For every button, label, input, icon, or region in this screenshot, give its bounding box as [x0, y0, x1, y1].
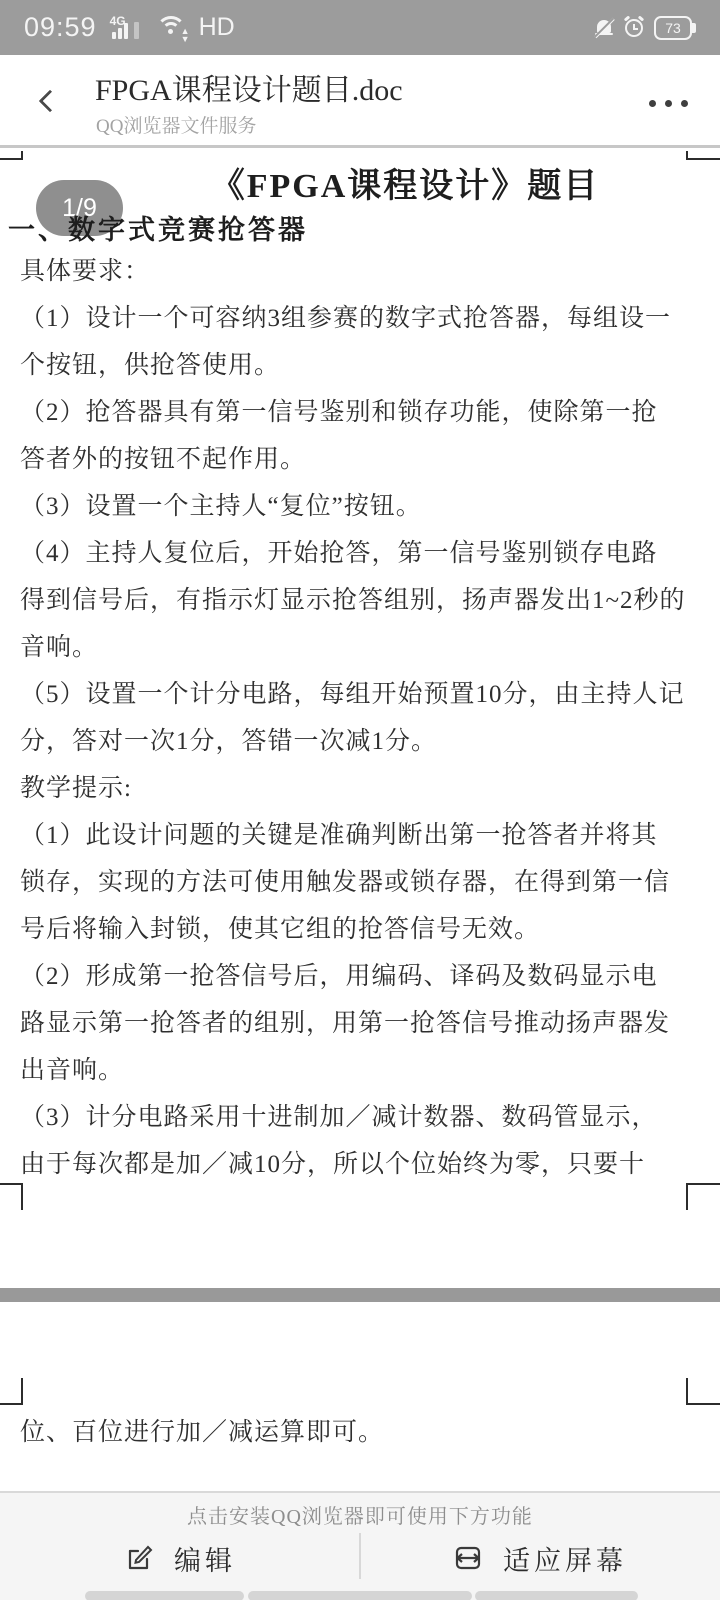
- page1-top-left-crop-mark: [0, 151, 23, 160]
- footer-toolbar: [0, 1491, 720, 1600]
- doc-line: （5）设置一个计分电路，每组开始预置10分，由主持人记: [20, 681, 685, 708]
- wifi-traffic-arrows-icon: ▲ ▼: [180, 25, 190, 44]
- alarm-clock-icon: [623, 17, 645, 39]
- doc-line: （3）计分电路采用十进制加／减计数器、数码管显示，: [20, 1104, 658, 1131]
- footer-buttons-row: [0, 1533, 720, 1583]
- bottom-bars: [0, 1591, 720, 1600]
- sim2-signal-icon: [134, 22, 139, 39]
- clock-time: 09:59: [24, 12, 97, 42]
- page2-top-right-crop-mark: [686, 1378, 720, 1405]
- signal-strength-icon: [109, 14, 139, 39]
- doc-line: 号后将输入封锁，使其它组的抢答信号无效。: [20, 916, 541, 943]
- file-source-subtitle: QQ浏览器文件服务: [96, 116, 257, 137]
- fit-screen-button-label: 适应屏幕: [503, 1545, 627, 1576]
- hd-voice-label: HD: [198, 13, 235, 41]
- fit-screen-button[interactable]: [360, 1533, 720, 1583]
- fit-screen-icon: [453, 1543, 483, 1573]
- doc-line: 锁存，实现的方法可使用触发器或锁存器，在得到第一信: [20, 869, 671, 896]
- doc-line: 路显示第一抢答者的组别，用第一抢答信号推动扬声器发: [20, 1010, 671, 1037]
- doc-line: 音响。: [20, 634, 99, 661]
- doc-line: （4）主持人复位后，开始抢答，第一信号鉴别锁存电路: [20, 540, 658, 567]
- wifi-icon: [156, 16, 190, 44]
- bottom-bar-segment: [475, 1591, 638, 1600]
- document-viewer[interactable]: [0, 151, 720, 1491]
- file-title: FPGA课程设计题目.doc: [95, 74, 403, 107]
- more-menu-button[interactable]: [638, 83, 698, 123]
- more-dots-icon: [649, 100, 656, 107]
- doc-line: 由于每次都是加／减10分，所以个位始终为零，只要十: [20, 1151, 646, 1178]
- chevron-left-icon: [39, 90, 62, 113]
- battery-icon: [654, 16, 696, 40]
- doc-line: 教学提示:: [20, 775, 132, 802]
- status-bar: [0, 0, 720, 55]
- section-heading: 一、数字式竞赛抢答器: [8, 215, 308, 245]
- doc-line: （2）抢答器具有第一信号鉴别和锁存功能，使除第一抢: [20, 399, 658, 426]
- back-button[interactable]: [28, 81, 72, 125]
- document-title: 《FPGA课程设计》题目: [210, 168, 600, 205]
- doc-line: 位、百位进行加／减运算即可。: [20, 1419, 385, 1446]
- network-type-label: 4G: [109, 14, 126, 28]
- doc-line: （2）形成第一抢答信号后，用编码、译码及数码显示电: [20, 963, 658, 990]
- doc-line: 分，答对一次1分，答错一次减1分。: [20, 728, 438, 755]
- status-bar-left: [24, 12, 235, 43]
- bottom-bar-segment: [85, 1591, 244, 1600]
- doc-line: （1）此设计问题的关键是准确判断出第一抢答者并将其: [20, 822, 658, 849]
- install-banner[interactable]: 点击安装QQ浏览器即可使用下方功能: [187, 1506, 533, 1528]
- battery-percent: 73: [665, 19, 681, 36]
- bottom-bar-segment: [248, 1591, 472, 1600]
- doc-line: （3）设置一个主持人“复位”按钮。: [20, 493, 422, 520]
- doc-line: 答者外的按钮不起作用。: [20, 446, 307, 473]
- page-number-badge: 1/9: [36, 180, 123, 236]
- mute-bell-icon: [594, 17, 614, 39]
- doc-line: 个按钮，供抢答使用。: [20, 352, 281, 379]
- doc-line: 出音响。: [20, 1057, 125, 1084]
- footer-divider: [359, 1533, 361, 1579]
- page1-text: [20, 248, 710, 1188]
- status-bar-right: [594, 16, 696, 40]
- doc-line: 具体要求：: [20, 258, 151, 285]
- doc-line: 得到信号后，有指示灯显示抢答组别，扬声器发出1~2秒的: [20, 587, 686, 614]
- page-separator-bar: [0, 1288, 720, 1302]
- page2-text: [20, 1409, 710, 1456]
- app-header: [0, 55, 720, 148]
- edit-button[interactable]: [0, 1533, 360, 1583]
- doc-line: （1）设计一个可容纳3组参赛的数字式抢答器，每组设一: [20, 305, 672, 332]
- edit-button-label: 编辑: [174, 1545, 236, 1576]
- edit-pencil-icon: [124, 1543, 154, 1573]
- page2-top-left-crop-mark: [0, 1378, 23, 1405]
